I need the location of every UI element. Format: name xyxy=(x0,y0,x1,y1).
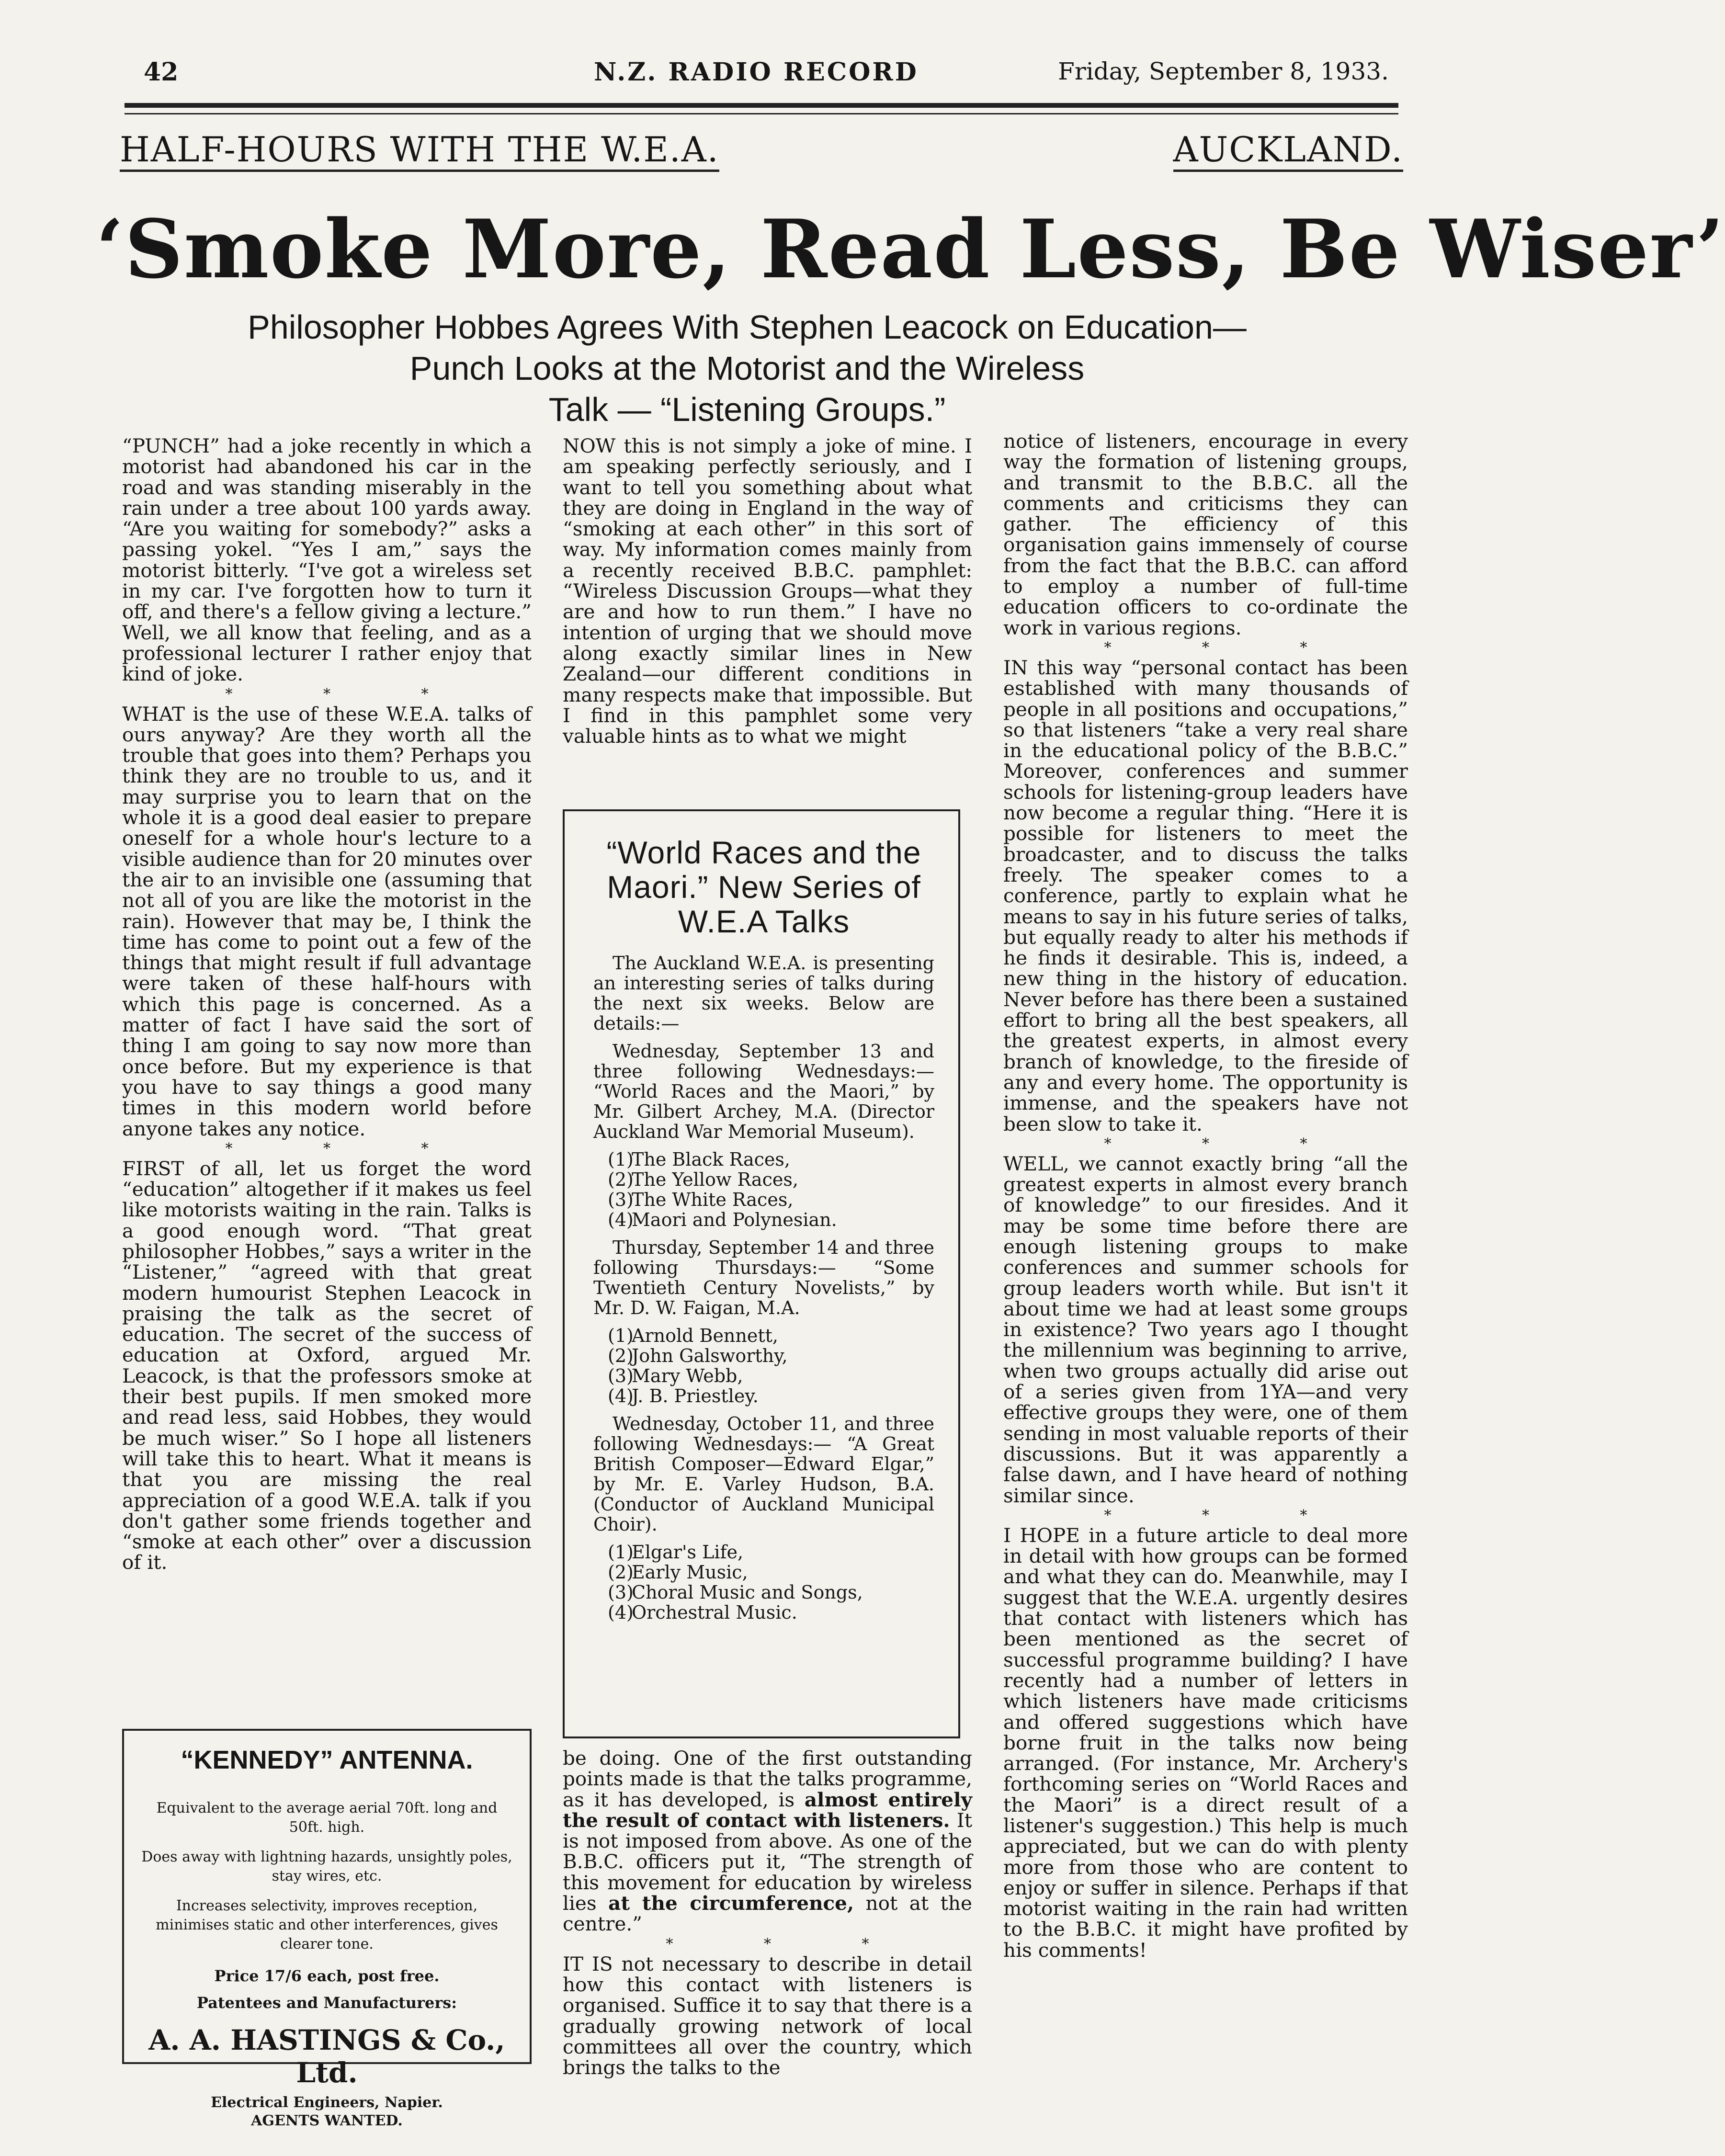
paragraph: IN this way “personal contact has been established with many thousands of people in all positions and occupations,” so that listeners “take a very real share in the educational policy of the B.B.C.” Moreover, conferences and summer schools for listening-group leaders have now become a regular thing. “Here it is possible for listeners to meet the broadcaster, and to discuss the talks freely. The speaker comes to a conference, partly to explain what he means to say in his future series of talks, but equally ready to alter his methods if he finds it desirable. This is, indeed, a new thing in the history of education. Never before has there been a sustained effort to bring all the best speakers, all the greatest experts, in almost every branch of knowledge, to the fireside of any and every home. The opportunity is immense, and the speakers have not been slow to take it. xyxy=(1003,656,1408,1135)
ad-patentees: Patentees and Manufacturers: xyxy=(196,1994,457,2012)
issue-date: Friday, September 8, 1933. xyxy=(1058,57,1389,85)
series-2-list xyxy=(593,1326,934,1406)
paragraph: WELL, we cannot exactly bring “all the greatest experts in almost every branch of knowledge” to our firesides. And it may be some time before there are enough listening groups to make conferences and summer schools for group leaders worth while. But isn't it about time we had at least some groups in existence? Two years ago I thought the millennium was beginning to arrive, when two groups actually did arise out of a series given from 1YA—and very effective groups they were, one of them sending in most valuable reports of their discussions. But it was apparently a false dawn, and I have heard of nothing similar since. xyxy=(1003,1152,1408,1507)
paragraph: WHAT is the use of these W.E.A. talks of ours anyway? Are they worth all the trouble that goes into them? Perhaps you think they are no trouble to us, and it may surprise you to learn that on the whole it is a good deal easier to prepare oneself for a whole hour's lecture to a visible audience than for 20 minutes over the air to an invisible one (assuming that not all of you are like the motorist in the rain). However that may be, I think the time has come to point out a few of the things that might result if full advantage were taken of these half-hours with which this page is concerned. As a matter of fact I have said the sort of thing I am going to say now more than once before. But my experience is that you have to say things a good many times in this modern world before anyone takes any notice. xyxy=(122,702,532,1140)
section-bar xyxy=(120,129,1403,177)
subhead-line-2: Punch Looks at the Motorist and the Wireless xyxy=(409,350,1085,387)
subheadline xyxy=(120,306,1374,430)
header-rule-thick xyxy=(125,103,1398,108)
section-break: * * * xyxy=(1104,1135,1350,1152)
column-2-bottom xyxy=(563,1748,972,2078)
series-3-list xyxy=(593,1542,934,1623)
header-rule-thin xyxy=(125,113,1398,114)
paragraph: I HOPE in a future article to deal more in detail with how groups can be formed and what they can do. Meanwhile, may I suggest that the W.E.A. urgently desires that contact with listeners which has been mentioned as the secret of successful programme building? I have recently had a number of letters in which listeners have made criticisms and offered suggestions which have borne fruit in the talks now being arranged. (For instance, Mr. Archery's forthcoming series on “World Races and the Maori” is a direct result of a listener's suggestion.) This help is much appreciated, but we can do with plenty more from those who are content to enjoy or suffer in silence. Perhaps if that motorist waiting in the rain had written to the B.B.C. it might have profited by his comments! xyxy=(1003,1523,1408,1962)
subhead-line-3: Talk — “Listening Groups.” xyxy=(548,391,946,428)
section-break: * * * xyxy=(225,685,472,703)
list-item: (2)The Yellow Races, xyxy=(608,1169,798,1190)
section-break: * * * xyxy=(225,1140,472,1157)
column-3 xyxy=(1003,431,1408,1961)
paragraph: be doing. One of the first outstanding points made is that the talks programme, as it has developed, is almost entirely the result of contact with listeners. It is not imposed from above. As one of the B.B.C. officers put it, “The strength of this movement for education by wireless lies at the circumference, not at the centre.” xyxy=(563,1747,972,1936)
paragraph: FIRST of all, let us forget the word “education” altogether if it makes us feel like motorists waiting in the rain. Talks is a good enough word. “That great philosopher Hobbes,” says a writer in the “Listener,” “agreed with that great modern humourist Stephen Leacock in praising the talk as the secret of education. The secret of the success of education at Oxford, argued Mr. Leacock, is that the professors smoke at their best pupils. If men smoked more and read less, said Hobbes, they would be much wiser.” So I hope all listeners will take this to heart. What it means is that you are missing the real appreciation of a good W.E.A. talk if you don't gather some friends together and “smoke at each other” over a discussion of it. xyxy=(122,1157,532,1574)
section-region: AUCKLAND. xyxy=(1173,129,1403,172)
paragraph: NOW this is not simply a joke of mine. I am speaking perfectly seriously, and I want to tell you something about what they are doing in England in the way of “smoking at each other” in this sort of way. My information comes mainly from a recently received B.B.C. pamphlet: “Wireless Discussion Groups—what they are and how to run them.” I have no intention of urging that we should move along exactly similar lines in New Zealand—our different conditions in many respects make that impossible. But I find in this pamphlet some very valuable hints as to what we might xyxy=(563,434,972,748)
ad-benefit: Increases selectivity, improves reception, minimises static and other interferences, gives clearer tone. xyxy=(156,1897,498,1952)
running-head xyxy=(144,57,1389,96)
section-break: * * * xyxy=(1104,1507,1350,1524)
wea-talks-box xyxy=(563,809,960,1738)
list-item: (2)John Galsworthy, xyxy=(608,1345,788,1366)
section-break: * * * xyxy=(1104,639,1350,656)
paragraph: “PUNCH” had a joke recently in which a motorist had abandoned his car in the road and was standing miserably in the rain under a tree about 100 yards away. “Are you waiting for somebody?” asks a passing yokel. “Yes I am,” says the motorist bitterly. “I've got a wireless set in my car. I've forgotten how to turn it off, and there's a fellow giving a lecture.” Well, we all know that feeling, and as a professional lecturer I rather enjoy that kind of joke. xyxy=(122,434,532,686)
series-1: Wednesday, September 13 and three following Wednesdays:— “World Races and the Maori,” by Mr. Gilbert Archey, M.A. (Director Auckland War Memorial Museum). xyxy=(593,1041,934,1142)
column-1 xyxy=(122,436,532,1573)
page-number: 42 xyxy=(144,57,179,87)
masthead: N.Z. RADIO RECORD xyxy=(594,57,919,87)
series-1-list xyxy=(593,1149,934,1230)
box-title: “World Races and the Maori.” New Series of W.E.A Talks xyxy=(606,835,921,939)
list-item: (4)Maori and Polynesian. xyxy=(608,1209,837,1230)
paragraph: notice of listeners, encourage in every way the formation of listening groups, and transmit to the B.B.C. all the comments and criticisms they can gather. The efficiency of this organisation gains immensely of course from the fact that the B.B.C. can afford to employ a number of full-time education officers to co-ordinate the work in various regions. xyxy=(1003,430,1408,639)
list-item: (1)The Black Races, xyxy=(608,1149,790,1170)
ad-title: “KENNEDY” ANTENNA. xyxy=(181,1746,473,1774)
ad-engineers: Electrical Engineers, Napier. xyxy=(211,2094,443,2111)
subhead-line-1: Philosopher Hobbes Agrees With Stephen Leacock on Education— xyxy=(248,308,1247,346)
box-intro: The Auckland W.E.A. is presenting an interesting series of talks during the next six weeks. Below are details:— xyxy=(593,953,934,1034)
paragraph: IT IS not necessary to describe in detail how this contact with listeners is organised. Suffice it to say that there is a gradually growing network of local committees all over the country, which brings the talks to the xyxy=(563,1952,972,2079)
series-2: Thursday, September 14 and three following Thursdays:— “Some Twentieth Century Novelists,” by Mr. D. W. Faigan, M.A. xyxy=(593,1237,934,1318)
list-item: (3)The White Races, xyxy=(608,1189,794,1210)
section-break: * * * xyxy=(666,1935,912,1952)
list-item: (4)J. B. Priestley. xyxy=(608,1385,759,1407)
list-item: (1)Elgar's Life, xyxy=(608,1542,744,1563)
headline: ‘Smoke More, Read Less, Be Wiser’ xyxy=(96,202,1725,296)
section-title: HALF-HOURS WITH THE W.E.A. xyxy=(120,129,719,172)
ad-benefit: Does away with lightning hazards, unsightly poles, stay wires, etc. xyxy=(141,1849,512,1884)
series-3: Wednesday, October 11, and three following Wednesdays:— “A Great British Composer—Edward Elgar,” by Mr. E. Varley Hudson, B.A. (Conductor of Auckland Municipal Choir). xyxy=(593,1413,934,1535)
ad-agents: AGENTS WANTED. xyxy=(251,2112,403,2129)
list-item: (1)Arnold Bennett, xyxy=(608,1325,778,1346)
list-item: (2)Early Music, xyxy=(608,1562,748,1583)
list-item: (3)Choral Music and Songs, xyxy=(608,1582,863,1603)
list-item: (4)Orchestral Music. xyxy=(608,1602,797,1623)
ad-benefit: Equivalent to the average aerial 70ft. long and 50ft. high. xyxy=(156,1800,498,1836)
ad-price: Price 17/6 each, post free. xyxy=(214,1967,440,1985)
list-item: (3)Mary Webb, xyxy=(608,1365,743,1386)
advertisement xyxy=(122,1729,532,2129)
ad-firm: A. A. HASTINGS & Co., Ltd. xyxy=(148,2024,505,2089)
column-2-top xyxy=(563,436,972,747)
